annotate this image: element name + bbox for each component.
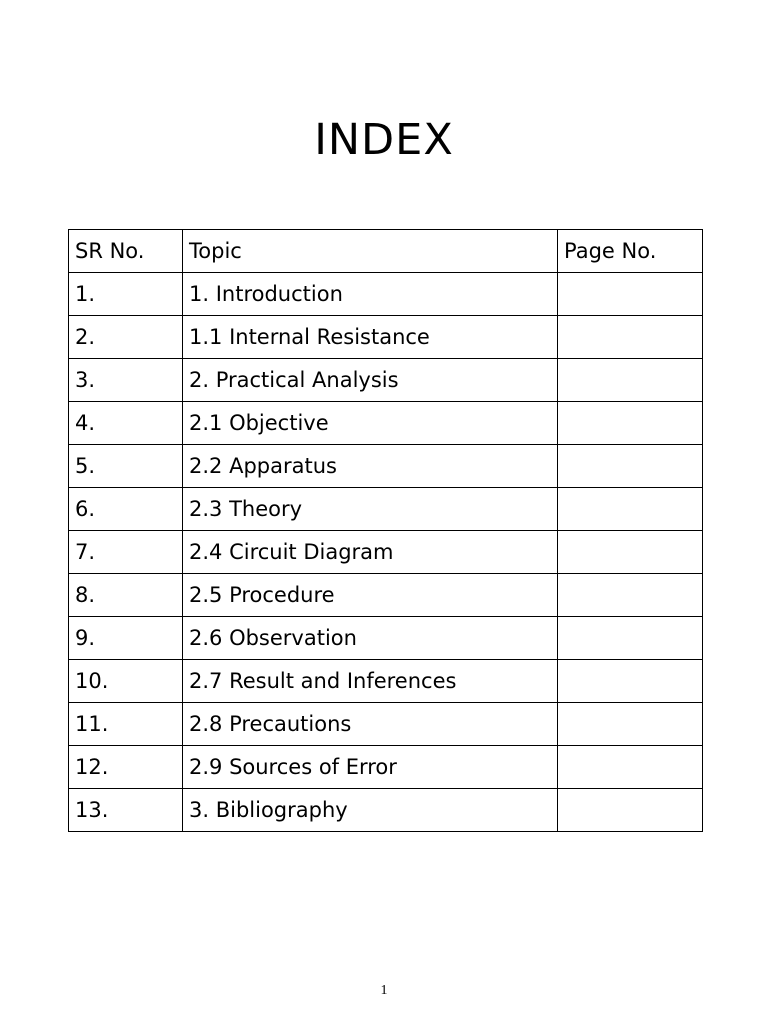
header-page-no: Page No. — [558, 230, 703, 273]
page-cell — [558, 746, 703, 789]
topic-cell: 2.3 Theory — [183, 488, 558, 531]
topic-cell: 1. Introduction — [183, 273, 558, 316]
sr-cell: 13. — [69, 789, 183, 832]
page-cell — [558, 531, 703, 574]
topic-cell: 2.4 Circuit Diagram — [183, 531, 558, 574]
table-row — [69, 660, 703, 703]
topic-cell: 2. Practical Analysis — [183, 359, 558, 402]
table-header-row — [69, 230, 703, 273]
table-row — [69, 488, 703, 531]
page-cell — [558, 660, 703, 703]
index-table — [68, 229, 703, 832]
table-row — [69, 703, 703, 746]
page-cell — [558, 273, 703, 316]
sr-cell: 10. — [69, 660, 183, 703]
sr-cell: 1. — [69, 273, 183, 316]
page-cell — [558, 574, 703, 617]
page-cell — [558, 359, 703, 402]
sr-cell: 12. — [69, 746, 183, 789]
topic-cell: 2.8 Precautions — [183, 703, 558, 746]
sr-cell: 7. — [69, 531, 183, 574]
page-number: 1 — [380, 983, 388, 998]
page-cell — [558, 617, 703, 660]
header-topic: Topic — [183, 230, 558, 273]
header-sr-no: SR No. — [69, 230, 183, 273]
sr-cell: 4. — [69, 402, 183, 445]
table-row — [69, 273, 703, 316]
table-row — [69, 574, 703, 617]
table-row — [69, 402, 703, 445]
page-cell — [558, 789, 703, 832]
sr-cell: 3. — [69, 359, 183, 402]
page-cell — [558, 445, 703, 488]
page-cell — [558, 703, 703, 746]
table-row — [69, 316, 703, 359]
sr-cell: 2. — [69, 316, 183, 359]
sr-cell: 5. — [69, 445, 183, 488]
sr-cell: 9. — [69, 617, 183, 660]
table-row — [69, 746, 703, 789]
topic-cell: 2.1 Objective — [183, 402, 558, 445]
sr-cell: 11. — [69, 703, 183, 746]
page-cell — [558, 488, 703, 531]
table-row — [69, 359, 703, 402]
page-cell — [558, 402, 703, 445]
topic-cell: 2.9 Sources of Error — [183, 746, 558, 789]
page-title: INDEX — [314, 114, 454, 165]
topic-cell: 2.5 Procedure — [183, 574, 558, 617]
sr-cell: 8. — [69, 574, 183, 617]
topic-cell: 2.6 Observation — [183, 617, 558, 660]
topic-cell: 2.2 Apparatus — [183, 445, 558, 488]
page-cell — [558, 316, 703, 359]
table-row — [69, 531, 703, 574]
table-row — [69, 617, 703, 660]
topic-cell: 1.1 Internal Resistance — [183, 316, 558, 359]
sr-cell: 6. — [69, 488, 183, 531]
table-row — [69, 445, 703, 488]
table-row — [69, 789, 703, 832]
topic-cell: 2.7 Result and Inferences — [183, 660, 558, 703]
topic-cell: 3. Bibliography — [183, 789, 558, 832]
